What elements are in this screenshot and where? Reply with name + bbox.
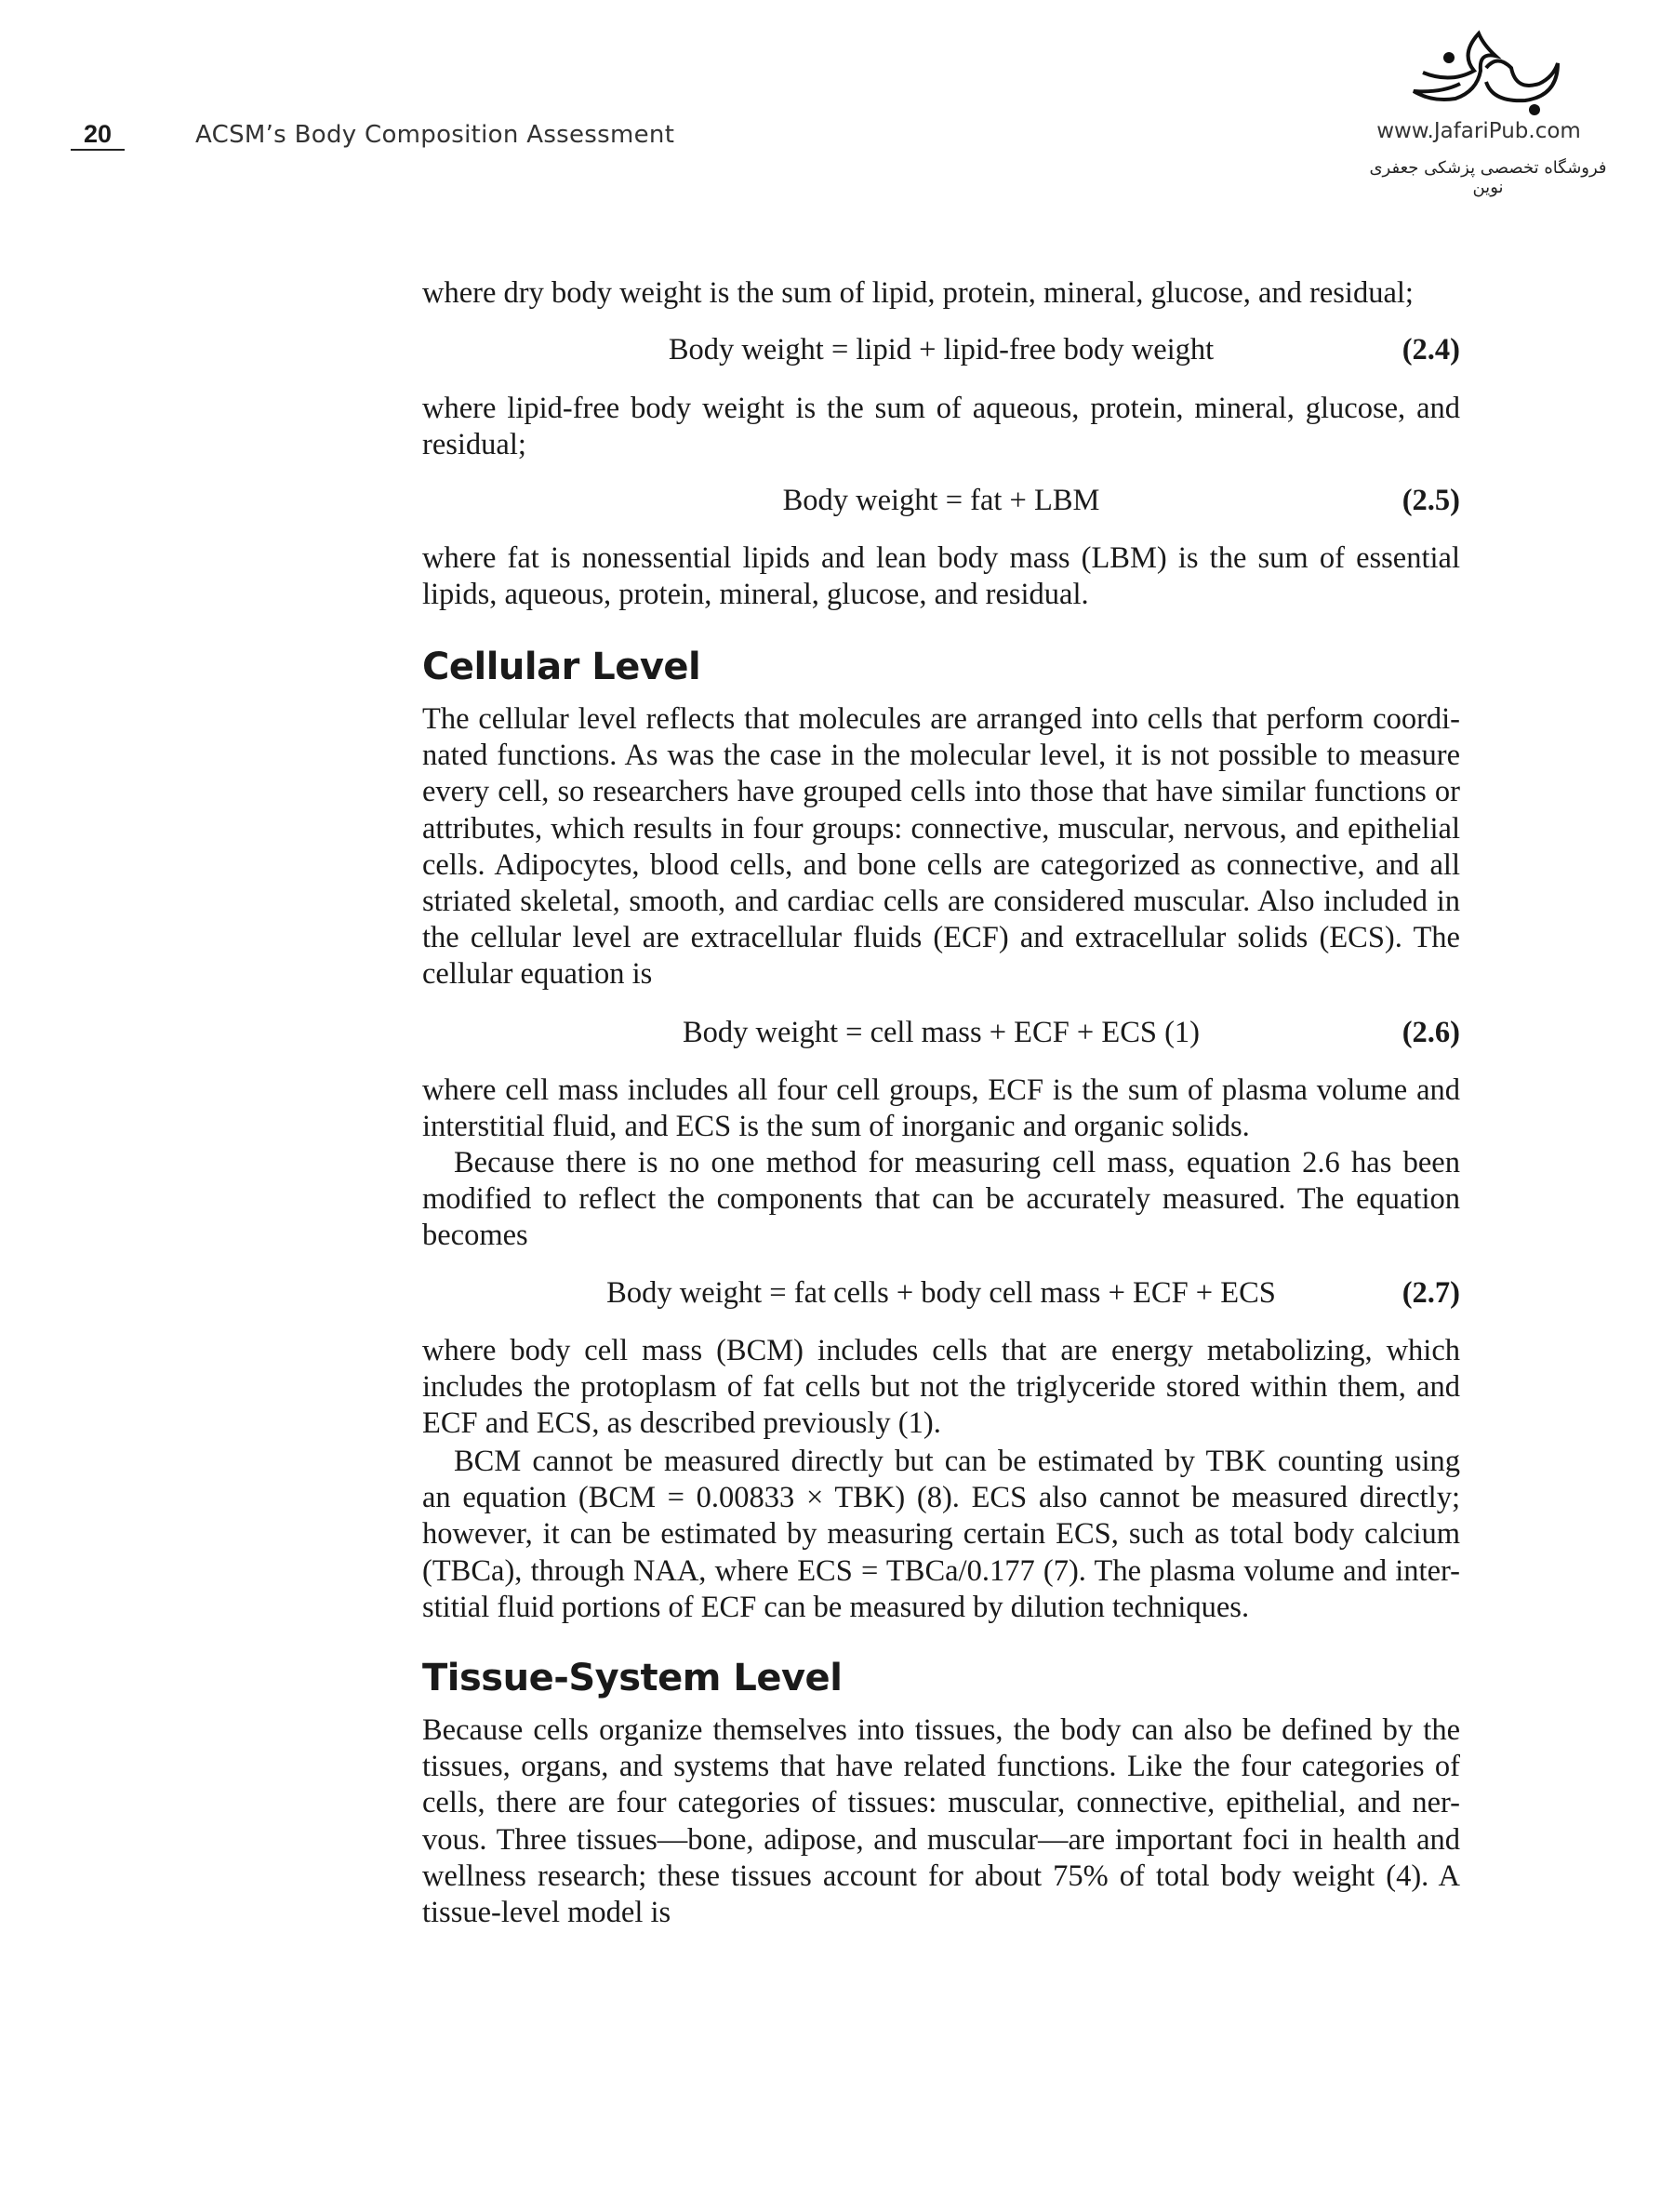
text-line: nated functions. As was the case in the molecular level, it is not possible to measure [422, 739, 1460, 773]
text-line: residual; [422, 428, 526, 462]
paragraph [422, 1333, 1460, 1443]
text-line: the cellular level are extracellular fluids (ECF) and extracellular solids (ECS). The [422, 921, 1460, 955]
equation-number: (2.7) [1402, 1276, 1460, 1310]
equation-expression: Body weight = lipid + lipid-free body weight [668, 333, 1215, 366]
text-line: cellular equation is [422, 957, 653, 992]
equation-expression: Body weight = cell mass + ECF + ECS (1) [682, 1016, 1200, 1049]
text-line: attributes, which results in four groups: connective, muscular, nervous, and epithelial [422, 811, 1460, 846]
text-line: where fat is nonessential lipids and lean body mass (LBM) is the sum of essential [422, 541, 1460, 575]
text-line: an equation (BCM = 0.00833 × TBK) (8). ECS also cannot be measured directly; [422, 1481, 1460, 1515]
text-line: where body cell mass (BCM) includes cells that are energy metabolizing, which [422, 1334, 1460, 1367]
page-number: 20 [71, 119, 125, 151]
paragraph [422, 540, 1460, 613]
paragraph [422, 701, 1460, 993]
paragraph [422, 1712, 1460, 1931]
text-line: striated skeletal, smooth, and cardiac cells are considered muscular. Also included in [422, 884, 1460, 918]
text-line: tissues, organs, and systems that have related functions. Like the four categories of [422, 1750, 1460, 1784]
watermark-persian-text: فروشگاه تخصصی پزشکی جعفری نوین [1369, 158, 1607, 197]
equation-number: (2.6) [1402, 1016, 1460, 1049]
section-heading-cellular-level: Cellular Level [422, 646, 701, 688]
paragraph [422, 275, 1460, 312]
text-line: wellness research; these tissues account for about 75% of total body weight (4). A [422, 1859, 1460, 1893]
text-line: where lipid-free body weight is the sum of aqueous, protein, mineral, glucose, and [422, 392, 1460, 425]
text-line: (TBCa), through NAA, where ECS = TBCa/0.177 (7). The plasma volume and inter- [422, 1553, 1460, 1588]
paragraph [422, 391, 1460, 463]
publisher-logo-icon [1386, 26, 1572, 119]
text-line: vous. Three tissues—bone, adipose, and muscular—are important foci in health and [422, 1822, 1460, 1857]
text-line: includes the protoplasm of fat cells but not the triglyceride stored within them, and [422, 1370, 1460, 1405]
equation-expression: Body weight = fat cells + body cell mass + ECF + ECS [606, 1276, 1276, 1310]
text-line: Because cells organize themselves into tissues, the body can also be defined by the [422, 1713, 1460, 1747]
text-line: cells. Adipocytes, blood cells, and bone cells are categorized as connective, and all [422, 847, 1460, 882]
text-line: The cellular level reflects that molecules are arranged into cells that perform coordi- [422, 702, 1460, 736]
text-line: ECF and ECS, as described previously (1). [422, 1406, 941, 1441]
text-line: BCM cannot be measured directly but can be estimated by TBK counting using [454, 1445, 1460, 1478]
paragraph [422, 1444, 1460, 1626]
text-line: Because there is no one method for measuring cell mass, equation 2.6 has been [454, 1146, 1460, 1179]
paragraph [422, 1073, 1460, 1145]
watermark-url: www.JafariPub.com [1376, 119, 1581, 143]
section-heading-tissue-system-level: Tissue-System Level [422, 1657, 843, 1699]
text-line: where cell mass includes all four cell groups, ECF is the sum of plasma volume and [422, 1073, 1460, 1107]
equation-expression: Body weight = fat + LBM [782, 484, 1100, 517]
text-line: lipids, aqueous, protein, mineral, glucose, and residual. [422, 578, 1089, 612]
text-line: however, it can be estimated by measuring certain ECS, such as total body calcium [422, 1517, 1460, 1552]
paragraph [422, 1145, 1460, 1255]
text-line: cells, there are four categories of tissues: muscular, connective, epithelial, and ner- [422, 1786, 1460, 1820]
running-title: ACSM’s Body Composition Assessment [195, 121, 675, 149]
text-line: where dry body weight is the sum of lipid, protein, mineral, glucose, and residual; [422, 276, 1414, 310]
text-line: interstitial fluid, and ECS is the sum of inorganic and organic solids. [422, 1110, 1250, 1144]
text-line: becomes [422, 1219, 528, 1253]
text-line: every cell, so researchers have grouped cells into those that have similar functions or [422, 775, 1460, 809]
equation-number: (2.5) [1402, 484, 1460, 517]
text-line: stitial fluid portions of ECF can be measured by dilution techniques. [422, 1590, 1250, 1624]
text-line: modified to reflect the components that can be accurately measured. The equation [422, 1182, 1460, 1217]
equation-number: (2.4) [1402, 333, 1460, 366]
text-line: tissue-level model is [422, 1895, 671, 1929]
